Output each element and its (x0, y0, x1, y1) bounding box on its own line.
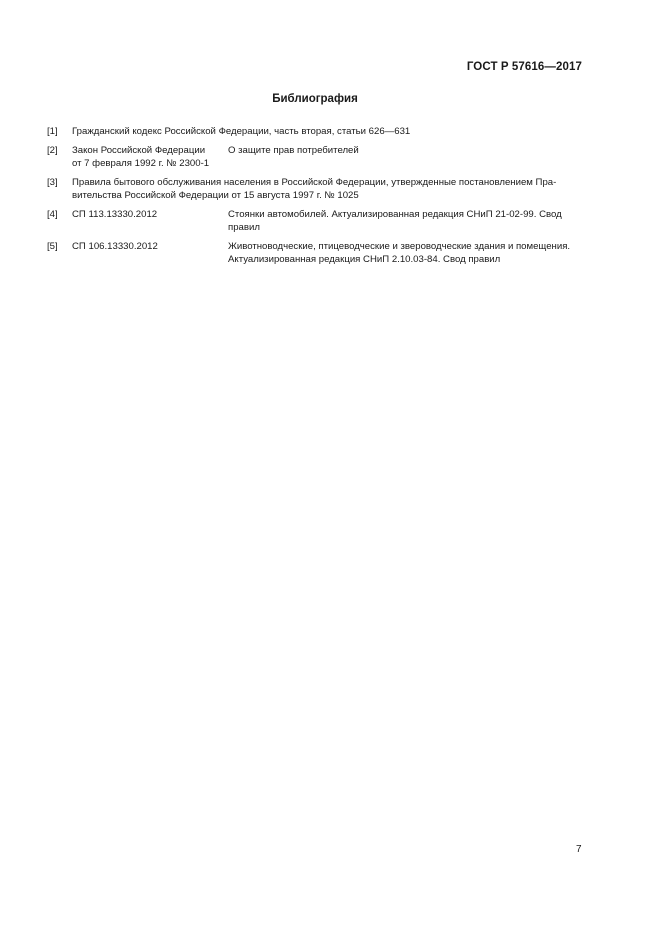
entry-title-line: Животноводческие, птицеводческие и звероводческие здания и помещения. (228, 241, 571, 252)
entry-number: [4] (47, 209, 58, 220)
entry-reference (72, 144, 209, 170)
entry-reference-line: от 7 февраля 1992 г. № 2300-1 (72, 158, 210, 169)
document-code: ГОСТ Р 57616—2017 (466, 61, 582, 73)
entry-reference: СП 113.13330.2012 (72, 209, 158, 220)
entry-reference-line: Закон Российской Федерации (72, 145, 206, 156)
entry-reference: СП 106.13330.2012 (72, 241, 158, 252)
entry-title-line: Актуализированная редакция СНиП 2.10.03-84. Свод правил (228, 254, 501, 265)
page-number: 7 (576, 844, 582, 855)
entry-title-line: правил (228, 222, 260, 233)
entry-text: Гражданский кодекс Российской Федерации, часть вторая, статьи 626—631 (72, 126, 411, 137)
entry-number: [1] (47, 126, 58, 137)
entry-text-line: Правила бытового обслуживания населения в Российской Федерации, утвержденные постановлением Пра- (72, 177, 557, 188)
entry-number: [5] (47, 241, 58, 252)
entry-title: О защите прав потребителей (228, 145, 359, 156)
entry-title-line: Стоянки автомобилей. Актуализированная редакция СНиП 21-02-99. Свод (228, 209, 562, 220)
entry-number: [2] (47, 145, 58, 156)
entry-text-line: вительства Российской Федерации от 15 августа 1997 г. № 1025 (72, 190, 359, 201)
entry-number: [3] (47, 177, 58, 188)
entry-text (72, 176, 556, 202)
entry-title (228, 208, 562, 234)
entry-title (228, 240, 570, 266)
bibliography-title: Библиография (272, 93, 358, 105)
